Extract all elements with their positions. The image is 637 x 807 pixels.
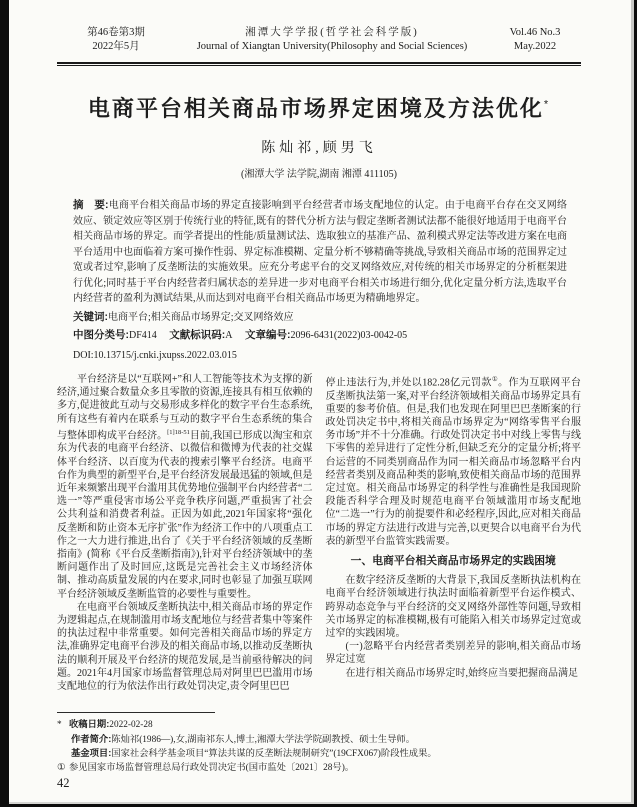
clc-value: DF414 xyxy=(129,330,157,341)
header-issue-block xyxy=(57,26,175,54)
title-footnote-marker: * xyxy=(543,98,551,111)
clc-label: 中图分类号: xyxy=(73,329,129,341)
footnote-divider-rule xyxy=(57,712,215,713)
subsection-heading: (一)忽略平台内经营者类别差异的影响,相关商品市场界定过宽 xyxy=(325,641,581,666)
received-date-label: 收稿日期: xyxy=(69,719,110,729)
paragraph-text: 目前,我国已形成以淘宝和京东为代表的电商平台经济、以微信和微博为代表的社交媒体平台经济、以百度为代表的搜索引擎平台经济。电商平台作为典型的新型平台,是平台经济发展最迅猛的领域,但是近年来频繁出现平台滥用其优势地位强制平台内经营者“二选一”等严重侵害市场公平竞争秩序问题,严重损害了社会公共利益和消费者利益。正因为如此,2021年国家将“强化反垄断和防止资本无序扩张”作为经济工作中的八项重点工作之一大力进行推进,出台了《关于平台经济领域的反垄断指南》(简称《平台反垄断指南》),针对平台经济领域中的垄断问题作出了及时回应,这既是完善社会主义市场经济体制、推动高质量发展的内在要求,同时也彰显了加强互联网平台经济领域反垄断监管的必要性与重要性。 xyxy=(57,430,313,600)
journal-title-en: Journal of Xiangtan University(Philosophy and Social Sciences) xyxy=(196,41,468,52)
doi-line: DOI:10.13715/j.cnki.jxupss.2022.03.015 xyxy=(73,349,237,361)
abstract xyxy=(73,198,567,307)
page-title xyxy=(57,92,581,123)
author-bio-line xyxy=(57,733,579,748)
author-bio-value: 陈灿祁(1986—),女,湖南祁东人,博士,湘潭大学法学院副教授、硕士生导师。 xyxy=(111,734,415,745)
fund-project-line xyxy=(57,747,579,762)
section-heading-1: 一、电商平台相关商品市场界定的实践困境 xyxy=(350,554,556,567)
citation-superscript: [1]18-51 xyxy=(167,428,190,436)
footnote-block xyxy=(57,712,579,775)
footnote-superscript: ① xyxy=(491,376,499,383)
paragraph: 在数字经济反垄断的大背景下,我国反垄断执法机构在电商平台经济领域进行执法时面临着新型平台运作模式、跨界动态竞争与平台经济的交叉网络外部性等问题,导致相关市场界定的标准模糊,极有可能陷入相关市场界定过宽或过窄的实践困境。 xyxy=(325,575,581,639)
volume-en: Vol.46 No.3 xyxy=(509,27,561,38)
page-number: 42 xyxy=(57,776,70,790)
endnote-1-line xyxy=(57,762,579,776)
keywords-label: 关键词: xyxy=(73,310,108,323)
paragraph xyxy=(326,373,582,548)
body-left-column xyxy=(57,373,313,725)
abstract-block xyxy=(57,198,581,363)
header-journal-block xyxy=(175,26,489,54)
abstract-label: 摘 要: xyxy=(73,199,109,211)
authors: 陈灿祁,顾男飞 xyxy=(261,141,377,156)
date-cn: 2022年5月 xyxy=(92,41,140,52)
paragraph-text: 停止违法行为,并处以182.28亿元罚款 xyxy=(325,377,492,389)
article-body xyxy=(57,373,581,725)
paragraph xyxy=(57,373,313,601)
footnote-asterisk-marker: * xyxy=(57,720,62,730)
clc-group xyxy=(73,330,157,341)
paragraph-text: 平台经济是以“互联网+”和人工智能等技术为支撑的新经济,通过聚合数量众多且零散的资源,连接具有相互依赖的多方,促进彼此互动与交易形成多样化的数字平台生态系统,所有这些有着内在联系与互动的数字平台生态系统的集合与整体即构成平台经济。 xyxy=(57,374,313,442)
paragraph: 在进行相关商品市场界定时,始终应当要把握商品满足 xyxy=(345,667,578,679)
fund-project-label: 基金项目: xyxy=(71,748,112,758)
keywords xyxy=(73,310,567,326)
doccode-label: 文献标识码: xyxy=(169,329,226,341)
endnote-1-marker: ① xyxy=(57,762,66,773)
endnote-1-text: 参见国家市场监督管理总局行政处罚决定书(国市监处〔2021〕28号)。 xyxy=(69,762,355,773)
date-en: May.2022 xyxy=(513,41,557,52)
header-volume-block xyxy=(489,26,581,54)
paragraph-text: 。作为互联网平台反垄断执法第一案,对平台经济领域相关商品市场界定具有重要的参考价值。但是,我们也发现在阿里巴巴垄断案的行政处罚决定书中,将相关商品市场界定为“网络零售平台服务市场”并不十分准确。行政处罚决定书中对线上零售与线下零售的差异进行了定性分析,但缺乏充分的定量分析;将平台运营的不同类别商品作为同一相关商品市场忽略平台内经营者类别及商品种类的影响,致使相关商品市场的范围界定过宽。相关商品市场界定的科学性与准确性是我国现阶段能否科学合理及时规范电商平台领域滥用市场支配地位“二选一”行为的前提要件和必经程序,因此,应对相关商品市场的界定方法进行改进与完善,以更契合以电商平台为代表的新型平台监管实践需要。 xyxy=(325,377,581,547)
article-id-value: 2096-6431(2022)03-0042-05 xyxy=(290,330,408,341)
journal-title-cn: 湘潭大学学报(哲学社会科学版) xyxy=(245,27,419,38)
doccode-group xyxy=(169,330,232,341)
article-id-group xyxy=(245,330,407,341)
paragraph: 在电商平台领域反垄断执法中,相关商品市场的界定作为逻辑起点,在规制滥用市场支配地位与经营者集中等案件的执法过程中非常重要。如何完善相关商品市场的界定方法,准确界定电商平台涉及的相关商品市场,以推动反垄断执法的顺利开展及平台经济的规范发展,是当前亟待解决的问题。2021年4月国家市场监督管理总局对阿里巴巴滥用市场支配地位的行为依法作出行政处罚决定,责令阿里巴巴 xyxy=(57,601,313,692)
abstract-text: 电商平台相关商品市场的界定直接影响到平台经营者市场支配地位的认定。由于电商平台存在交叉网络效应、锁定效应等区别于传统行业的特征,既有的替代分析方法与假定垄断者测试法都不能很好地适用于电商平台相关商品市场的界定。而学者提出的性能/质量测试法、选取独立的基准产品、盈利模式界定法等改进方案在电商平台适用中也面临着方案可操作性弱、界定标准模糊、定量分析不够精确等挑战,导致相关商品市场的范围界定过宽或者过窄,影响了反垄断法的实施效果。应充分考虑平台的交叉网络效应,对传统的相关市场界定的分析框架进行优化;同时基于平台内经营者归属状态的差异进一步对电商平台相关市场进行细分,优化定量分析方法,选取平台内经营者的盈利为测试结果,从而达到对电商平台相关商品市场更为精确地界定。 xyxy=(73,200,567,304)
article-title-text: 电商平台相关商品市场界定困境及方法优化 xyxy=(87,96,544,121)
journal-header xyxy=(57,26,581,54)
doccode-value: A xyxy=(225,330,233,341)
issue-cn: 第46卷第3期 xyxy=(87,27,145,38)
affiliation: (湘潭大学 法学院,湖南 湘潭 411105) xyxy=(241,169,397,180)
received-date-value: 2022-02-28 xyxy=(109,720,153,730)
scanned-paper-page xyxy=(9,0,634,804)
fund-project-value: 国家社会科学基金项目“算法共谋的反垄断法规制研究”(19CFX067)阶段性成果。 xyxy=(111,749,437,759)
author-bio-label: 作者简介: xyxy=(71,733,112,744)
received-date-line xyxy=(57,718,579,733)
classification-line xyxy=(73,328,567,344)
article-id-label: 文章编号: xyxy=(245,329,291,341)
header-divider-rule xyxy=(57,62,581,66)
body-right-column xyxy=(326,373,582,725)
keywords-text: 电商平台;相关商品市场界定;交叉网络效应 xyxy=(108,311,294,323)
